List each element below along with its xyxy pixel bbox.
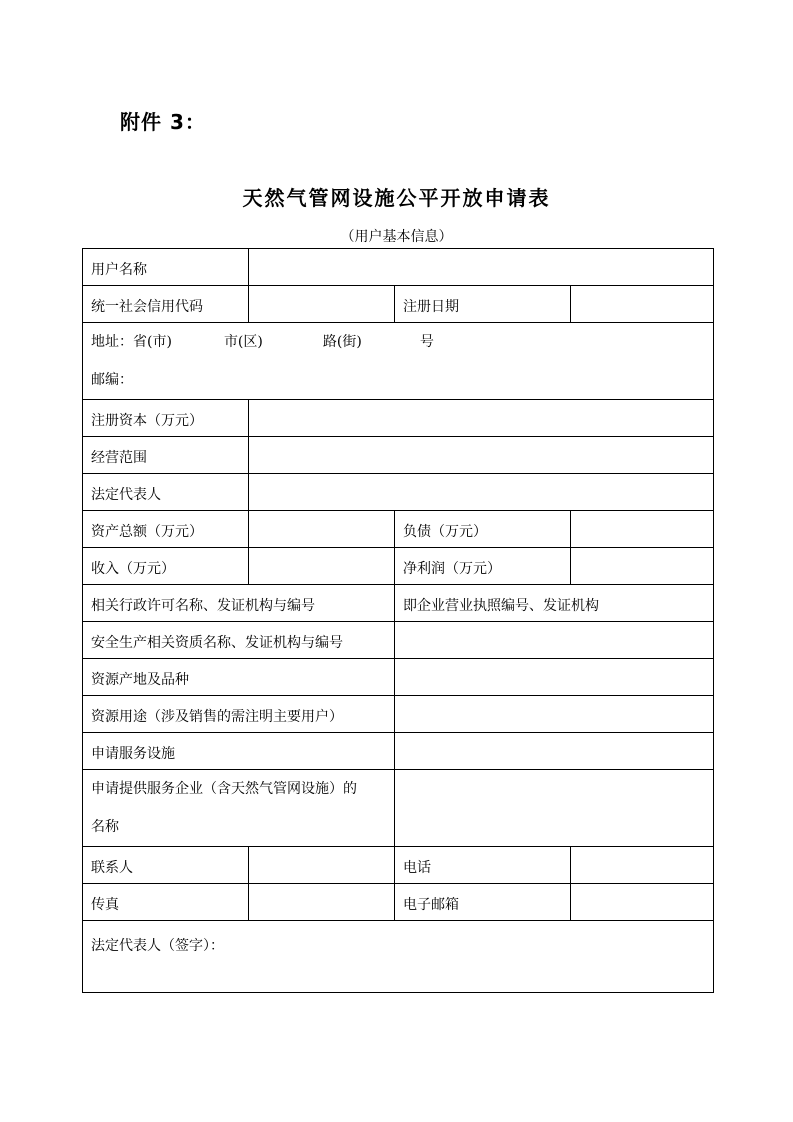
attachment-label: 附件 3： — [120, 110, 206, 134]
label-safety-cert: 安全生产相关资质名称、发证机构与编号 — [83, 622, 395, 659]
label-province: 省(市) — [133, 334, 172, 350]
row-admin-license — [83, 585, 714, 622]
row-legal-rep — [83, 474, 714, 511]
field-email[interactable] — [571, 884, 714, 921]
field-contact[interactable] — [249, 847, 395, 884]
form-subtitle: （用户基本信息） — [340, 229, 453, 245]
row-provider — [83, 770, 714, 847]
label-legal-rep: 法定代表人 — [83, 474, 249, 511]
field-credit-code[interactable] — [249, 286, 395, 323]
field-service-facility[interactable] — [395, 733, 714, 770]
label-reg-date: 注册日期 — [395, 286, 571, 323]
label-city: 市(区) — [223, 334, 263, 350]
row-signature — [83, 921, 714, 993]
row-fax — [83, 884, 714, 921]
label-postcode: 邮编： — [91, 372, 133, 388]
row-contact — [83, 847, 714, 884]
field-liabilities[interactable] — [571, 511, 714, 548]
field-phone[interactable] — [571, 847, 714, 884]
field-total-assets[interactable] — [249, 511, 395, 548]
row-business-scope — [83, 437, 714, 474]
field-user-name[interactable] — [249, 249, 714, 286]
label-road: 路(街) — [322, 334, 362, 350]
label-user-name: 用户名称 — [83, 249, 249, 286]
row-assets — [83, 511, 714, 548]
label-resource-use: 资源用途（涉及销售的需注明主要用户） — [83, 696, 395, 733]
field-fax[interactable] — [249, 884, 395, 921]
label-email: 电子邮箱 — [395, 884, 571, 921]
field-admin-license[interactable]: 即企业营业执照编号、发证机构 — [395, 585, 714, 622]
row-resource-use — [83, 696, 714, 733]
label-credit-code: 统一社会信用代码 — [83, 286, 249, 323]
label-provider — [83, 770, 395, 847]
label-business-scope: 经营范围 — [83, 437, 249, 474]
label-phone: 电话 — [395, 847, 571, 884]
field-net-profit[interactable] — [571, 548, 714, 585]
field-provider[interactable] — [395, 770, 714, 847]
field-resource-use[interactable] — [395, 696, 714, 733]
field-revenue[interactable] — [249, 548, 395, 585]
row-user-name — [83, 249, 714, 286]
field-signature[interactable]: 法定代表人（签字）： — [83, 921, 714, 993]
label-provider-line1: 申请提供服务企业（含天然气管网设施）的 — [91, 781, 357, 797]
field-legal-rep[interactable] — [249, 474, 714, 511]
label-liabilities: 负债（万元） — [395, 511, 571, 548]
label-contact: 联系人 — [83, 847, 249, 884]
row-service-facility — [83, 733, 714, 770]
row-reg-capital — [83, 400, 714, 437]
field-reg-capital[interactable] — [249, 400, 714, 437]
field-address[interactable] — [83, 323, 714, 400]
row-address — [83, 323, 714, 400]
label-address: 地址： — [91, 334, 133, 350]
label-service-facility: 申请服务设施 — [83, 733, 395, 770]
label-provider-line2: 名称 — [91, 819, 119, 835]
label-revenue: 收入（万元） — [83, 548, 249, 585]
row-resource-origin — [83, 659, 714, 696]
field-safety-cert[interactable] — [395, 622, 714, 659]
field-reg-date[interactable] — [571, 286, 714, 323]
label-resource-origin: 资源产地及品种 — [83, 659, 395, 696]
field-resource-origin[interactable] — [395, 659, 714, 696]
form-title: 天然气管网设施公平开放申请表 — [242, 186, 551, 210]
application-form-table — [82, 248, 714, 993]
field-business-scope[interactable] — [249, 437, 714, 474]
label-reg-capital: 注册资本（万元） — [83, 400, 249, 437]
label-total-assets: 资产总额（万元） — [83, 511, 249, 548]
row-revenue — [83, 548, 714, 585]
row-credit-code — [83, 286, 714, 323]
label-net-profit: 净利润（万元） — [395, 548, 571, 585]
label-admin-license: 相关行政许可名称、发证机构与编号 — [83, 585, 395, 622]
label-number: 号 — [419, 334, 434, 350]
row-safety-cert — [83, 622, 714, 659]
label-fax: 传真 — [83, 884, 249, 921]
